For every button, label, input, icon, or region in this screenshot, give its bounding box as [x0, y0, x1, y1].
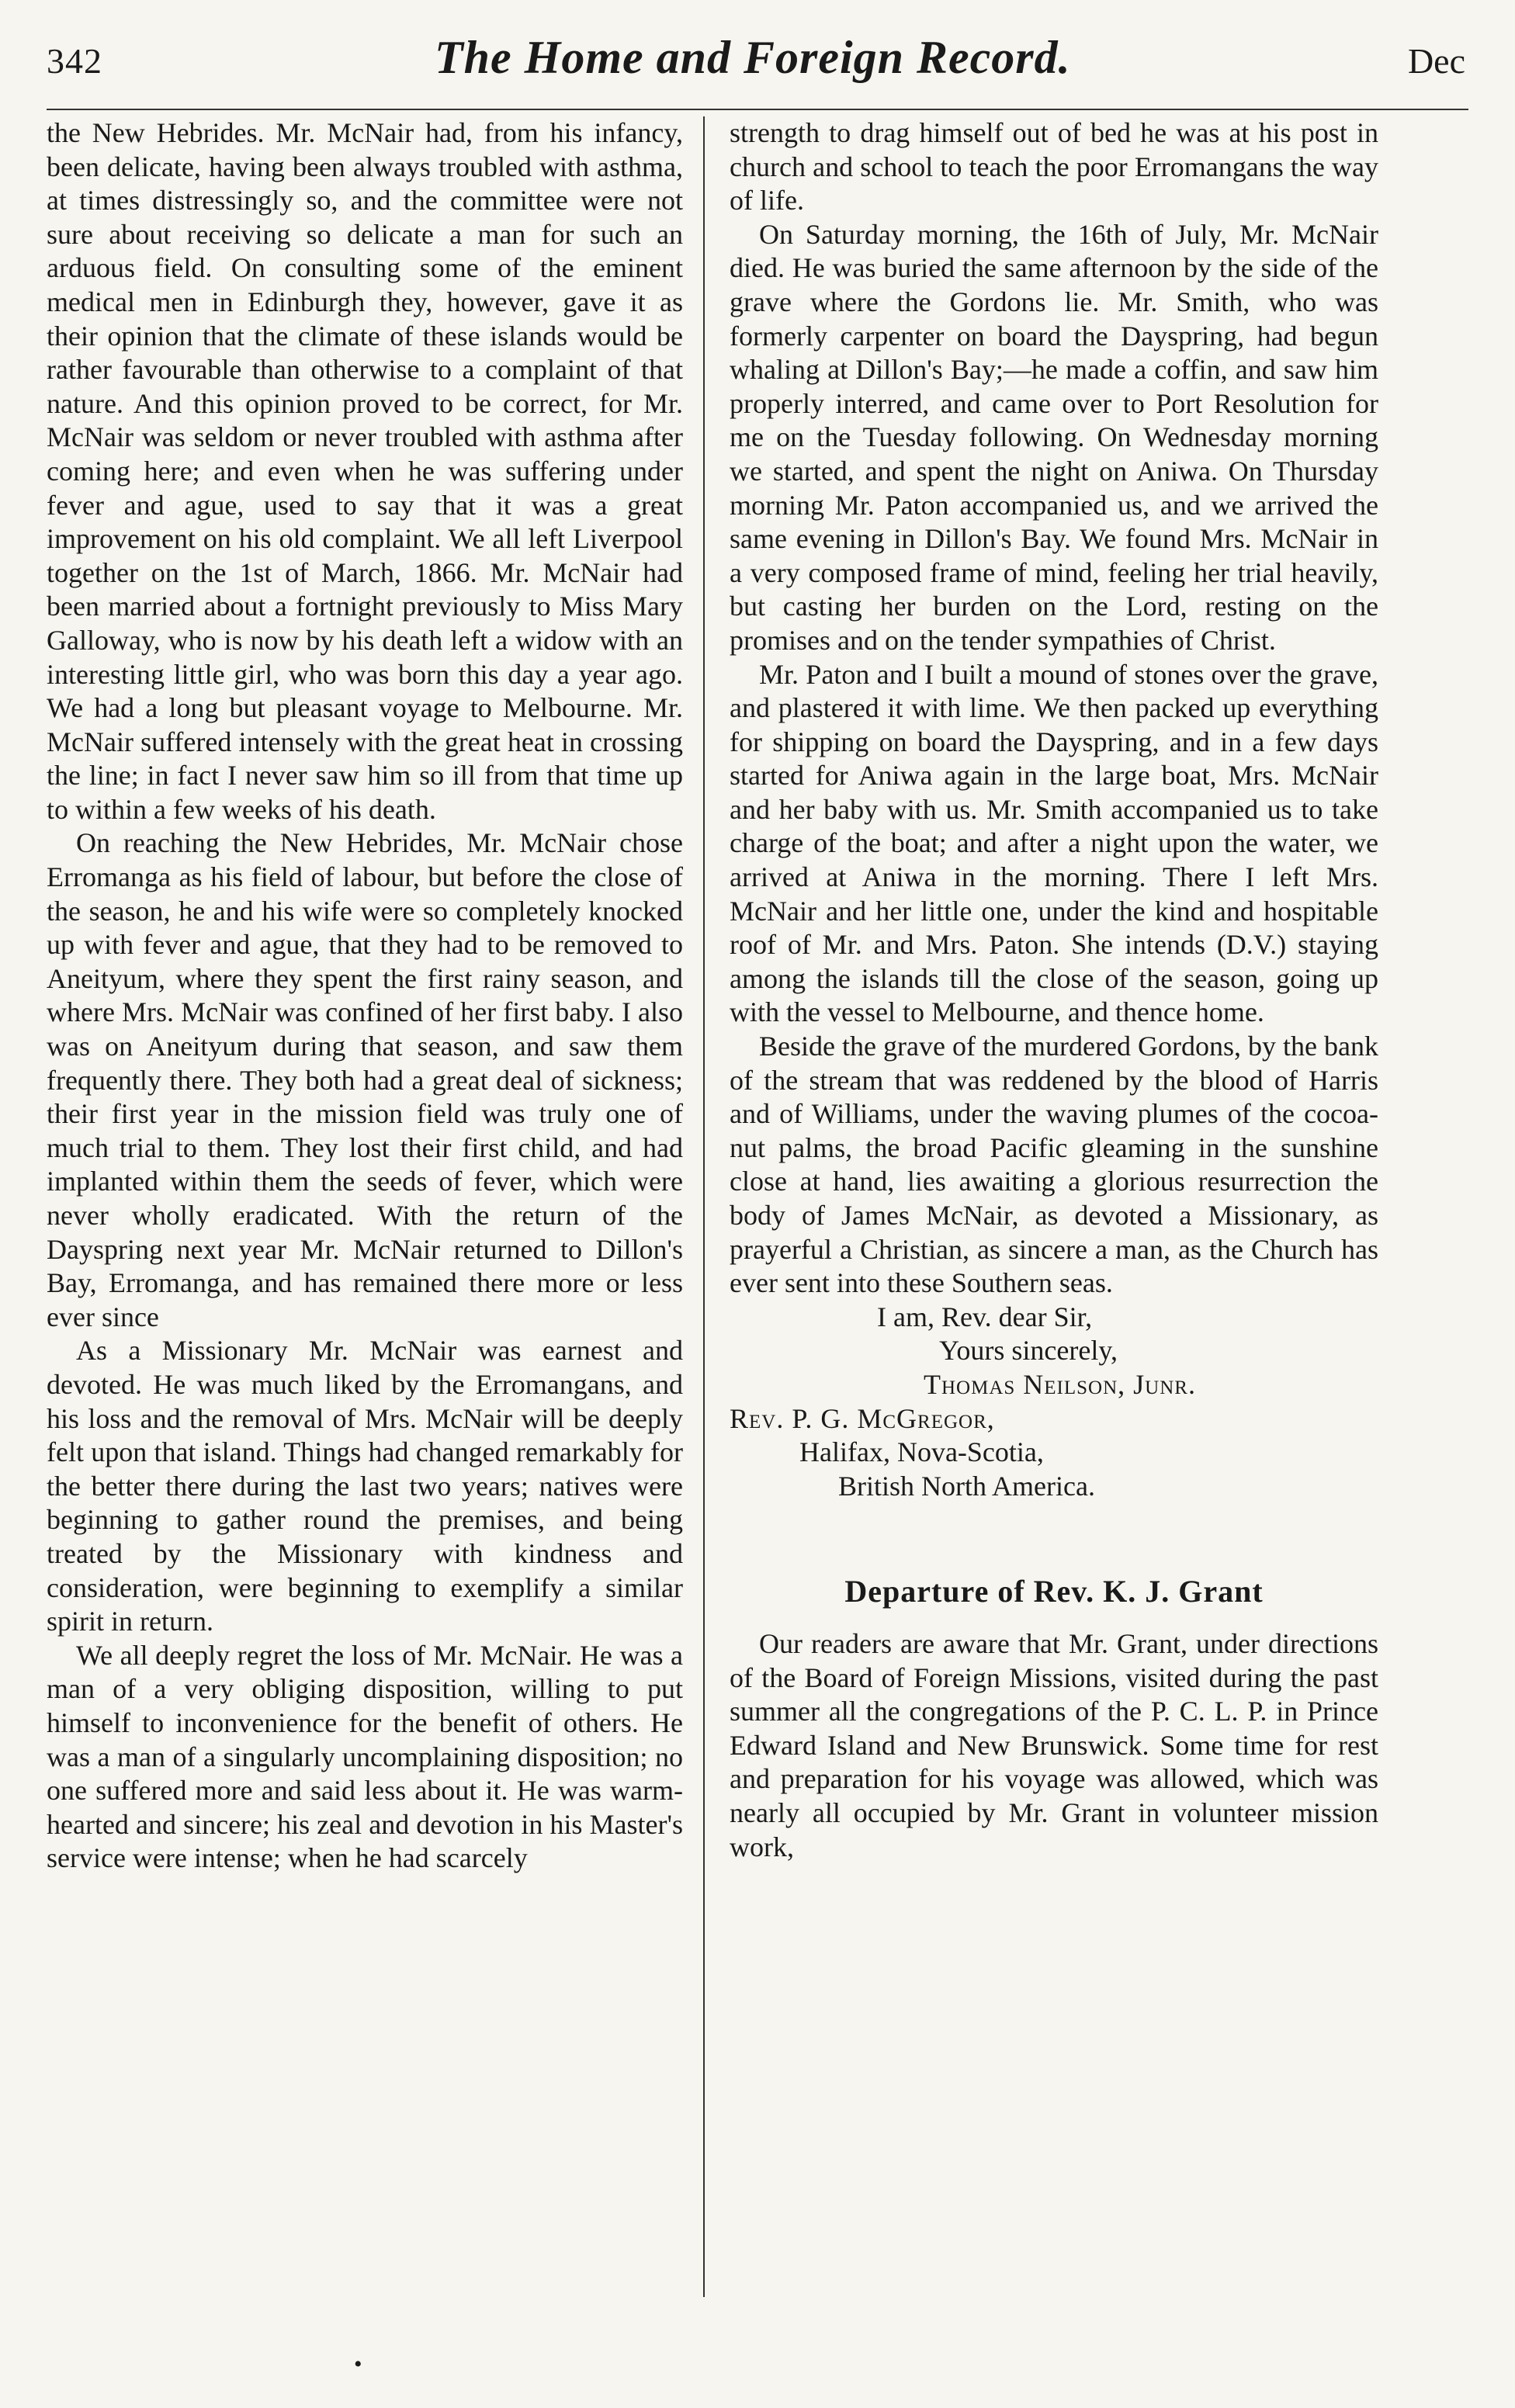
column-divider: [703, 116, 705, 2297]
closing-line-1: I am, Rev. dear Sir,: [877, 1301, 1093, 1332]
left-paragraph-4: We all deeply regret the loss of Mr. McNair. He was a man of a very obliging disposition, willing to put himself to inconvenience for the benefit of others. He was a man of a singularly uncomplaining disposition; no one suffered more and said less about it. He was warm-hearted and sincere; his zeal and devotion in his Master's service were intense; when he had scarcely: [47, 1639, 683, 1874]
right-paragraph-1: strength to drag himself out of bed he was at his post in church and school to teach the poor Erromangans the way of life.: [730, 117, 1378, 217]
right-column: [730, 116, 1378, 1864]
right-paragraph-2: On Saturday morning, the 16th of July, Mr. McNair died. He was buried the same afternoon by the side of the grave where the Gordons lie. Mr. Smith, who was formerly carpenter on board the Dayspring, had begun whaling at Dillon's Bay;—he made a coffin, and saw him properly interred, and came over to Port Resolution for me on the Tuesday following. On Wednesday morning we started, and spent the night on Aniwa. On Thursday morning Mr. Paton accompanied us, and we arrived the same evening in Dillon's Bay. We found Mrs. McNair in a very composed frame of mind, feeling her trial heavily, but casting her burden on the Lord, resting on the promises and on the tender sympathies of Christ.: [730, 218, 1378, 656]
left-paragraph-3: As a Missionary Mr. McNair was earnest and devoted. He was much liked by the Erromangans, and his loss and the removal of Mrs. McNair will be deeply felt upon that island. Things had changed remarkably for the better there during the last two years; natives were beginning to gather round the premises, and being treated by the Missionary with kindness and consideration, were beginning to exemplify a similar spirit in return.: [47, 1335, 683, 1637]
addressee-line-2: Halifax, Nova-Scotia,: [799, 1436, 1044, 1468]
right-paragraph-5: Our readers are aware that Mr. Grant, under directions of the Board of Foreign Missions, visited during the past summer all the congregations of the P. C. L. P. in Prince Edward Island and New Brunswick. Some time for rest and preparation for his voyage was allowed, which was nearly all occupied by Mr. Grant in volunteer mission work,: [730, 1627, 1378, 1862]
letter-closing: [730, 1301, 1378, 1504]
addressee-line-1: Rev. P. G. McGregor,: [730, 1402, 995, 1434]
right-paragraph-3: Mr. Paton and I built a mound of stones over the grave, and plastered it with lime. We then packed up everything for shipping on board the Dayspring, and in a few days started for Aniwa again in the large boat, Mrs. McNair and her baby with us. Mr. Smith accompanied us to take charge of the boat; and after a night upon the water, we arrived at Aniwa in the morning. There I left Mrs. McNair and her little one, under the kind and hospitable roof of Mr. and Mrs. Paton. She intends (D.V.) staying among the islands till the close of the season, going up with the vessel to Melbourne, and thence home.: [730, 658, 1378, 1028]
running-month: Dec: [1407, 41, 1465, 81]
left-paragraph-2: On reaching the New Hebrides, Mr. McNair chose Erromanga as his field of labour, but before the close of the season, he and his wife were so completely knocked up with fever and ague, that they had to be removed to Aneityum, where they spent the first rainy season, and where Mrs. McNair was confined of her first baby. I also was on Aneityum during that season, and saw them frequently there. They both had a great deal of sickness; their first year in the mission field was truly one of much trial to them. They lost their first child, and had implanted within them the seeds of fever, which were never wholly eradicated. With the return of the Dayspring next year Mr. McNair returned to Dillon's Bay, Erromanga, and has remained there more or less ever since: [47, 827, 683, 1332]
left-column: [47, 116, 683, 1876]
page-number: 342: [47, 41, 102, 81]
header-rule: [47, 109, 1468, 110]
page-mark: •: [354, 2351, 362, 2377]
article-heading: Departure of Rev. K. J. Grant: [844, 1574, 1264, 1609]
signature: Thomas Neilson, Junr.: [924, 1368, 1196, 1400]
right-paragraph-4: Beside the grave of the murdered Gordons, by the bank of the stream that was reddened by the blood of Harris and of Williams, under the waving plumes of the cocoa-nut palms, the broad Pacific gleaming in the sunshine close at hand, lies awaiting a glorious resurrection the body of James McNair, as devoted a Missionary, as prayerful a Christian, as sincere a man, as the Church has ever sent into these Southern seas.: [730, 1031, 1378, 1299]
running-title: The Home and Foreign Record.: [435, 32, 1071, 83]
closing-line-2: Yours sincerely,: [939, 1335, 1118, 1367]
addressee-line-3: British North America.: [838, 1470, 1095, 1502]
left-paragraph-1: the New Hebrides. Mr. McNair had, from his infancy, been delicate, having been always troubled with asthma, at times distressingly so, and the committee were not sure about receiving so delicate a man for such an arduous field. On consulting some of the eminent medical men in Edinburgh they, however, gave it as their opinion that the climate of these islands would be rather favourable than otherwise to a complaint of that nature. And this opinion proved to be correct, for Mr. McNair was seldom or never troubled with asthma after coming here; and even when he was suffering under fever and ague, used to say that it was a great improvement on his old complaint. We all left Liverpool together on the 1st of March, 1866. Mr. McNair had been married about a fortnight previously to Miss Mary Galloway, who is now by his death left a widow with an interesting little girl, who was born this day a year ago. We had a long but pleasant voyage to Melbourne. Mr. McNair suffered intensely with the great heat in crossing the line; in fact I never saw him so ill from that time up to within a few weeks of his death.: [47, 117, 683, 825]
